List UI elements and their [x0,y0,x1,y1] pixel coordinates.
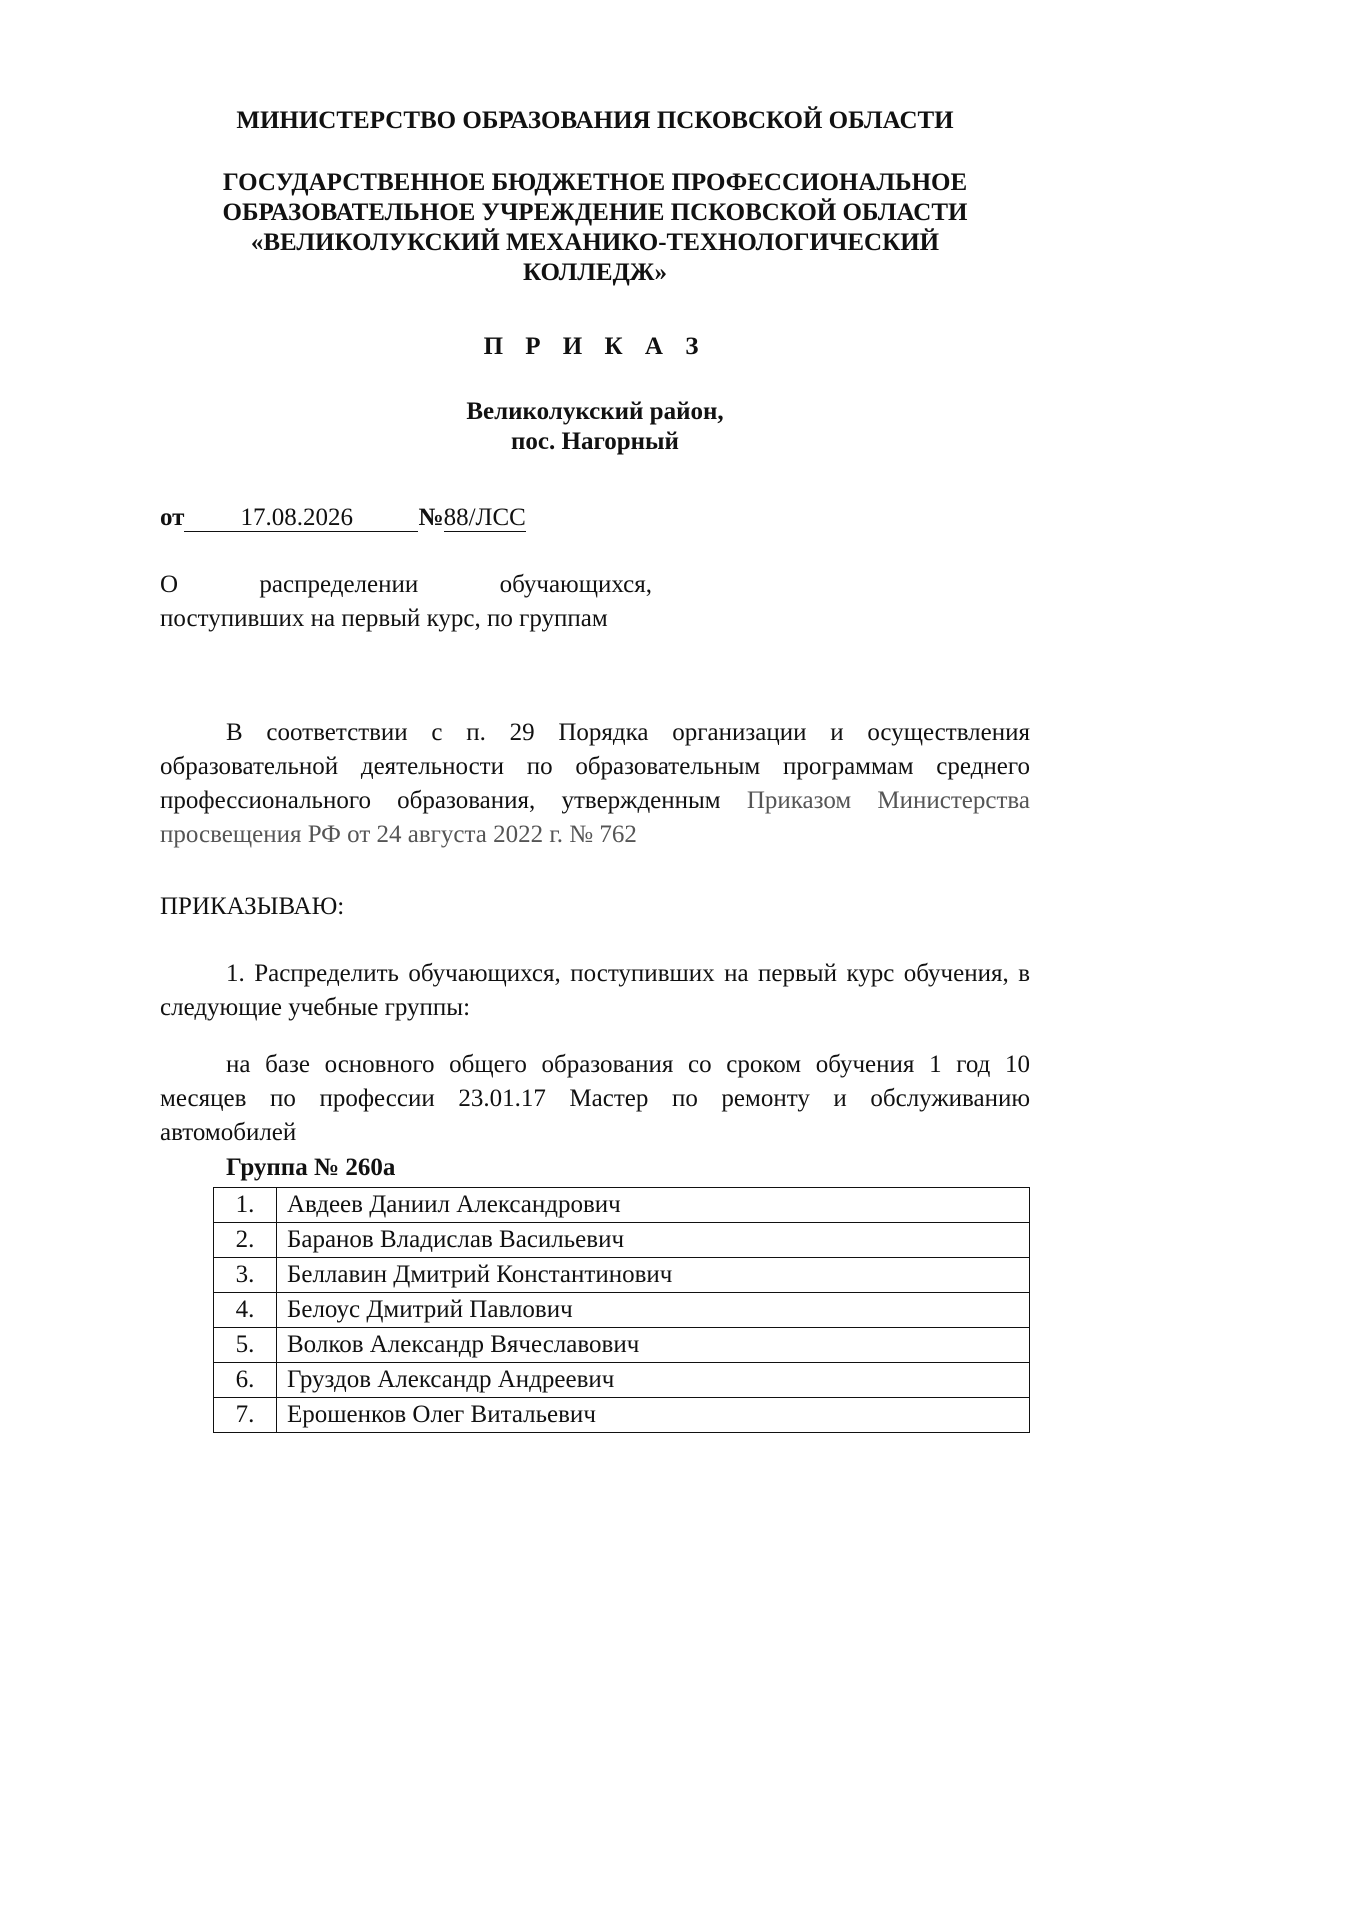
student-number: 6. [214,1363,277,1398]
basis-paragraph [160,716,1030,852]
student-number: 5. [214,1328,277,1363]
orders-label: ПРИКАЗЫВАЮ: [160,893,345,920]
table-row [214,1293,1030,1328]
education-base-paragraph: на базе основного общего образования со сроком обучения 1 год 10 месяцев по профессии 23.01.17 Мастер по ремонту и обслуживанию автомобилей [160,1051,1030,1146]
subject-word: О [160,571,179,598]
subject-line-1 [160,568,652,602]
student-number: 1. [214,1188,277,1223]
table-row [214,1363,1030,1398]
student-name: Авдеев Даниил Александрович [277,1188,1030,1223]
number-label: № [418,504,444,531]
student-name: Ерошенков Олег Витальевич [277,1398,1030,1433]
table-row [214,1258,1030,1293]
ministry-heading: МИНИСТЕРСТВО ОБРАЗОВАНИЯ ПСКОВСКОЙ ОБЛАСТИ [236,107,954,134]
institution-line: «ВЕЛИКОЛУКСКИЙ МЕХАНИКО-ТЕХНОЛОГИЧЕСКИЙ [250,229,940,256]
order-item-1: 1. Распределить обучающихся, поступивших на первый курс обучения, в следующие учебные группы: [160,960,1030,1021]
students-table [213,1187,1030,1433]
place-block [160,397,1030,457]
student-number: 3. [214,1258,277,1293]
student-number: 2. [214,1223,277,1258]
table-row [214,1328,1030,1363]
institution-heading [160,168,1030,288]
table-row [214,1223,1030,1258]
subject-word: обучающихся, [499,571,652,598]
student-name: Белоус Дмитрий Павлович [277,1293,1030,1328]
place-line: Великолукский район, [466,398,724,425]
student-name: Баранов Владислав Васильевич [277,1223,1030,1258]
basis-text: В соответствии с п. 29 Порядка организации и осуществления образовательной деятельности по образовательным программам среднего профессионального образования, утвержденным [160,719,1030,814]
institution-line: ОБРАЗОВАТЕЛЬНОЕ УЧРЕЖДЕНИЕ ПСКОВСКОЙ ОБЛАСТИ [222,199,968,226]
institution-line: КОЛЛЕДЖ» [522,259,668,286]
order-number: 88/ЛСС [443,504,526,531]
subject-word: распределении [259,571,419,598]
order-subject [160,568,652,636]
student-number: 7. [214,1398,277,1433]
table-row [214,1398,1030,1433]
student-name: Груздов Александр Андреевич [277,1363,1030,1398]
institution-line: ГОСУДАРСТВЕННОЕ БЮДЖЕТНОЕ ПРОФЕССИОНАЛЬНОЕ [222,169,968,196]
from-label: от [160,504,185,531]
order-date-number-line [160,503,526,533]
place-line: пос. Нагорный [511,428,679,455]
student-number: 4. [214,1293,277,1328]
subject-line-2: поступивших на первый курс, по группам [160,605,608,632]
document-type-title: П Р И К А З [483,333,707,360]
group-title: Группа № 260а [226,1154,396,1181]
basis-reference: Приказом Министерства просвещения РФ от 24 августа 2022 г. № 762 [160,787,1030,848]
student-name: Беллавин Дмитрий Константинович [277,1258,1030,1293]
order-date: 17.08.2026 [184,505,418,532]
table-row [214,1188,1030,1223]
student-name: Волков Александр Вячеславович [277,1328,1030,1363]
